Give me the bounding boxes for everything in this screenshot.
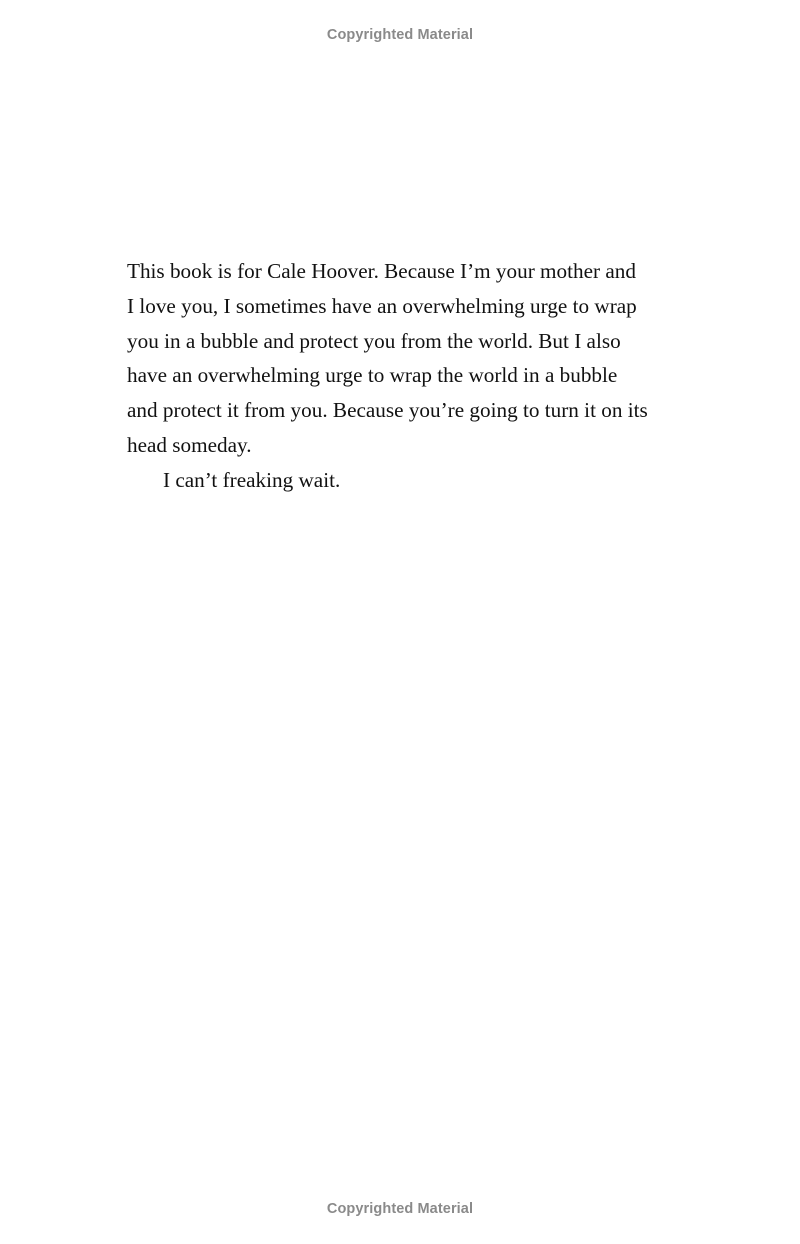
- dedication-line: you in a bubble and protect you from the world. But I also: [127, 328, 621, 353]
- header-watermark: Copyrighted Material: [326, 27, 474, 43]
- dedication-line: This book is for Cale Hoover. Because I’m your mother and: [127, 259, 636, 283]
- dedication-closing-line: I can’t freaking wait.: [163, 467, 341, 492]
- footer-watermark: Copyrighted Material: [326, 1201, 474, 1217]
- dedication-line: I love you, I sometimes have an overwhelming urge to wrap: [127, 293, 637, 318]
- dedication-line: and protect it from you. Because you’re going to turn it on its: [127, 398, 648, 423]
- dedication-line: have an overwhelming urge to wrap the world in a bubble: [127, 363, 618, 388]
- dedication-text: [127, 254, 727, 498]
- dedication-line: head someday.: [127, 432, 252, 457]
